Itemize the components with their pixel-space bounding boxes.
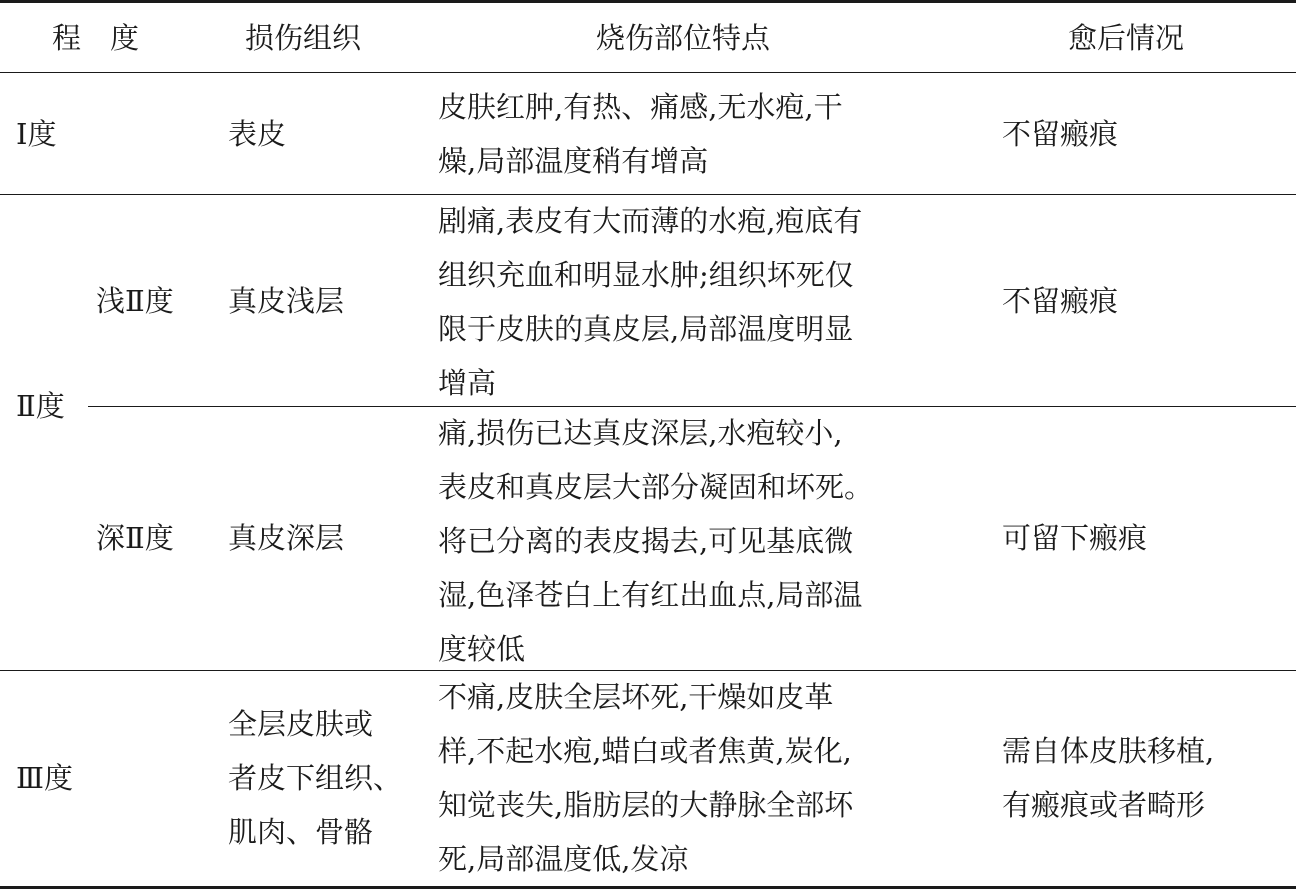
table-row-features [438, 406, 873, 676]
table-row-prognosis [1002, 724, 1214, 832]
features-line: 不痛,皮肤全层坏死,干燥如皮革 [438, 680, 834, 714]
features-line: 组织充血和明显水肿;组织坏死仅 [438, 258, 854, 292]
tissue-line: 者皮下组织、 [228, 761, 403, 795]
features-line: 死,局部温度低,发凉 [438, 842, 689, 876]
table-row-prognosis: 不留瘢痕 [1002, 117, 1119, 151]
table-row-tissue [228, 697, 402, 859]
features-line: 将已分离的表皮揭去,可见基底微 [438, 524, 854, 558]
features-line: 增高 [438, 366, 497, 400]
tissue-line: 肌肉、骨骼 [228, 815, 374, 849]
table-row-subdegree: 浅Ⅱ度 [96, 284, 174, 318]
features-line: 度较低 [438, 632, 526, 666]
table-row-features [438, 670, 853, 886]
header-features: 烧伤部位特点 [596, 21, 771, 55]
table-row-tissue: 真皮深层 [228, 521, 345, 555]
header-tissue: 损伤组织 [245, 21, 362, 55]
features-line: 皮肤红肿,有热、痛感,无水疱,干 [438, 90, 843, 124]
table-row-subdegree: 深Ⅱ度 [96, 521, 174, 555]
features-line: 表皮和真皮层大部分凝固和坏死。 [438, 470, 874, 504]
table-row-tissue: 真皮浅层 [228, 284, 345, 318]
header-prognosis: 愈后情况 [1068, 21, 1185, 55]
table-row-features [438, 80, 843, 188]
prognosis-line: 有瘢痕或者畸形 [1002, 788, 1206, 822]
table-row-degree: Ⅲ度 [16, 761, 73, 795]
table-row-degree: Ⅰ度 [16, 117, 57, 151]
table-row-tissue: 表皮 [228, 117, 287, 151]
features-line: 痛,损伤已达真皮深层,水疱较小, [438, 416, 843, 450]
table-bottom-rule [0, 886, 1296, 889]
table-row-features [438, 194, 862, 410]
features-line: 燥,局部温度稍有增高 [438, 144, 709, 178]
table-row-prognosis: 不留瘢痕 [1002, 284, 1119, 318]
table-row-prognosis: 可留下瘢痕 [1002, 521, 1148, 555]
features-line: 剧痛,表皮有大而薄的水疱,疱底有 [438, 204, 863, 238]
features-line: 知觉丧失,脂肪层的大静脉全部坏 [438, 788, 854, 822]
features-line: 样,不起水疱,蜡白或者焦黄,炭化, [438, 734, 852, 768]
tissue-line: 全层皮肤或 [228, 707, 374, 741]
table-row-degree: Ⅱ度 [16, 389, 65, 423]
features-line: 湿,色泽苍白上有红出血点,局部温 [438, 578, 863, 612]
features-line: 限于皮肤的真皮层,局部温度明显 [438, 312, 854, 346]
prognosis-line: 需自体皮肤移植, [1002, 734, 1215, 768]
header-degree: 程 度 [52, 21, 140, 55]
